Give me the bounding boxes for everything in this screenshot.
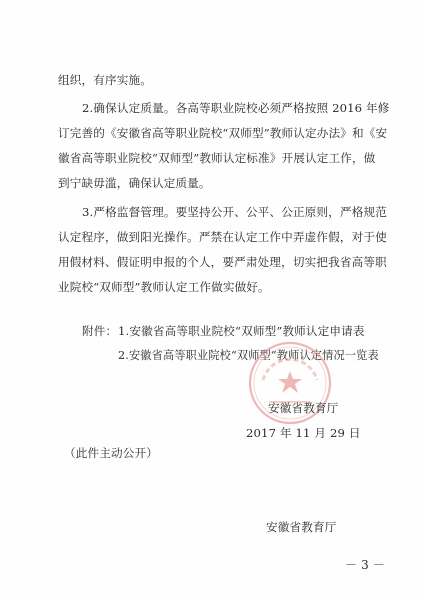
paragraph-3-line-2: 认定程序，做到阳光操作。严禁在认定工作中弄虚作假，对于使 bbox=[58, 230, 387, 244]
attachment-item-2: 2.安徽省高等职业院校“双师型”教师认定情况一览表 bbox=[118, 349, 379, 362]
paragraph-1-line-1: 组织，有序实施。 bbox=[58, 73, 152, 87]
signature-org: 安徽省教育厅 bbox=[268, 401, 339, 415]
paragraph-2-line-4: 到宁缺毋滥，确保认定质量。 bbox=[58, 176, 211, 190]
paragraph-2-line-3: 徽省高等职业院校“双师型”教师认定标准》开展认定工作，做 bbox=[58, 151, 376, 165]
page-number: － 3 － bbox=[345, 558, 386, 572]
attachments-label: 附件： bbox=[82, 324, 118, 338]
paragraph-3-line-1: 3.严格监督管理。要坚持公开、公平、公正原则，严格规范 bbox=[82, 205, 387, 219]
paragraph-3-line-3: 用假材料、假证明申报的个人，要严肃处理，切实把我省高等职 bbox=[58, 255, 387, 269]
public-disclosure-note: （此件主动公开） bbox=[64, 446, 158, 460]
paragraph-2-line-1: 2.确保认定质量。各高等职业院校必须严格按照 2016 年修 bbox=[82, 101, 390, 115]
paragraph-2-line-2: 订完善的《安徽省高等职业院校“双师型”教师认定办法》和《安 bbox=[58, 126, 388, 140]
footer-org: 安徽省教育厅 bbox=[266, 520, 337, 534]
paragraph-3-line-4: 业院校“双师型”教师认定工作做实做好。 bbox=[58, 280, 270, 294]
attachment-item-1: 1.安徽省高等职业院校“双师型”教师认定申请表 bbox=[118, 324, 365, 338]
signature-date: 2017 年 11 月 29 日 bbox=[246, 426, 361, 440]
